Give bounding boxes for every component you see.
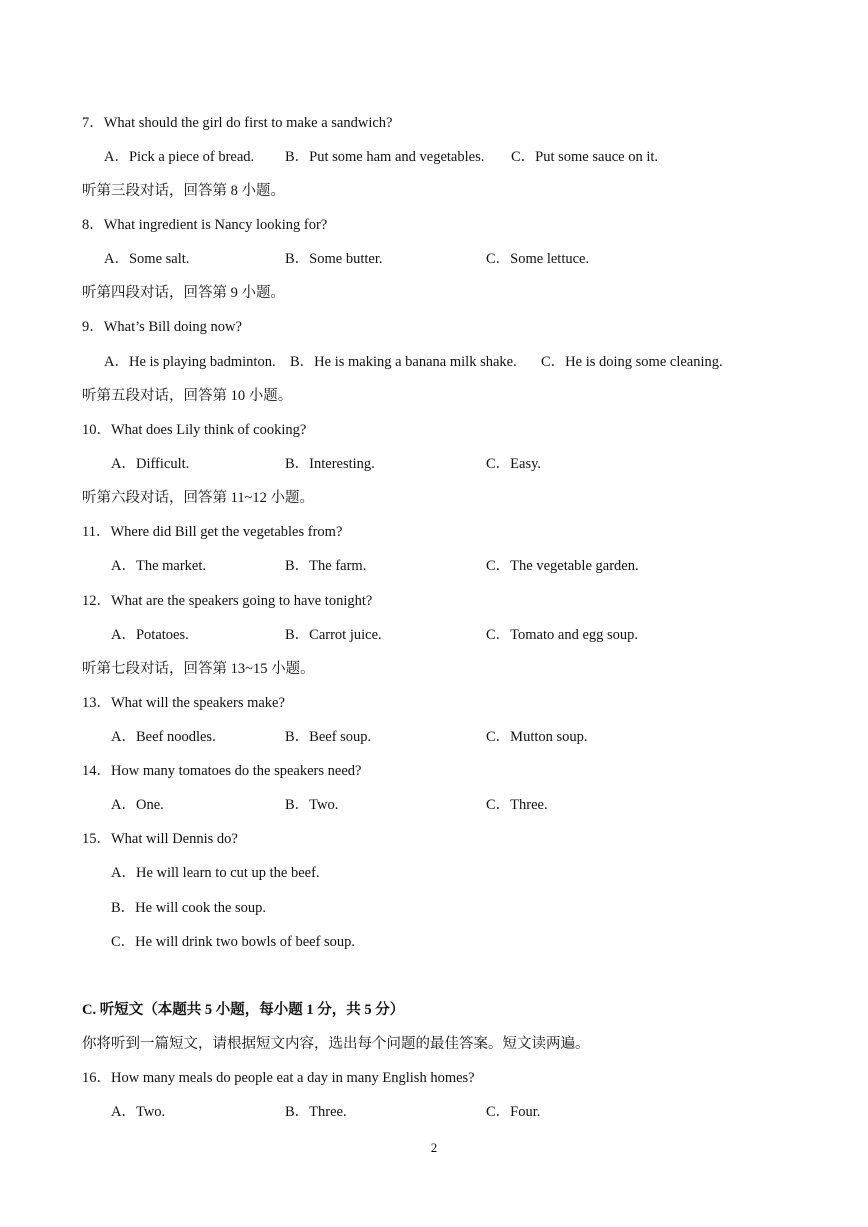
question-9: 9．What’s Bill doing now?	[82, 319, 242, 335]
option-8a: A．Some salt.	[104, 251, 190, 267]
option-15b: B．He will cook the soup.	[111, 900, 267, 916]
option-7c: C．Put some sauce on it.	[511, 149, 659, 165]
instruction-dialogue-7: 听第七段对话，回答第 13~15 小题。	[82, 661, 315, 677]
option-7b: B．Put some ham and vegetables.	[285, 149, 485, 165]
option-13b: B．Beef soup.	[285, 729, 372, 745]
option-9a: A．He is playing badminton.	[104, 354, 276, 370]
option-8b: B．Some butter.	[285, 251, 383, 267]
option-10a: A．Difficult.	[111, 456, 190, 472]
option-7a: A．Pick a piece of bread.	[104, 149, 255, 165]
question-7: 7．What should the girl do first to make a sandwich?	[82, 115, 393, 131]
option-12a: A．Potatoes.	[111, 627, 189, 643]
instruction-passage: 你将听到一篇短文，请根据短文内容，选出每个问题的最佳答案。短文读两遍。	[82, 1036, 590, 1052]
question-11: 11．Where did Bill get the vegetables from?	[82, 524, 343, 540]
question-16: 16．How many meals do people eat a day in many English homes?	[82, 1070, 475, 1086]
option-14b: B．Two.	[285, 797, 339, 813]
option-14c: C．Three.	[486, 797, 548, 813]
question-13: 13．What will the speakers make?	[82, 695, 285, 711]
option-13a: A．Beef noodles.	[111, 729, 216, 745]
question-12: 12．What are the speakers going to have tonight?	[82, 593, 373, 609]
option-15a: A．He will learn to cut up the beef.	[111, 865, 320, 881]
option-9c: C．He is doing some cleaning.	[541, 354, 723, 370]
section-c-title: C. 听短文（本题共 5 小题，每小题 1 分，共 5 分）	[82, 1002, 405, 1018]
option-11a: A．The market.	[111, 558, 207, 574]
page-number: 2	[430, 1140, 438, 1155]
option-14a: A．One.	[111, 797, 164, 813]
instruction-dialogue-6: 听第六段对话，回答第 11~12 小题。	[82, 490, 315, 506]
option-9b: B．He is making a banana milk shake.	[290, 354, 517, 370]
question-8: 8．What ingredient is Nancy looking for?	[82, 217, 328, 233]
option-13c: C．Mutton soup.	[486, 729, 588, 745]
option-12b: B．Carrot juice.	[285, 627, 382, 643]
instruction-dialogue-4: 听第四段对话，回答第 9 小题。	[82, 285, 285, 301]
question-15: 15．What will Dennis do?	[82, 831, 238, 847]
option-11b: B．The farm.	[285, 558, 367, 574]
option-15c: C．He will drink two bowls of beef soup.	[111, 934, 356, 950]
instruction-dialogue-3: 听第三段对话，回答第 8 小题。	[82, 183, 285, 199]
option-16a: A．Two.	[111, 1104, 166, 1120]
option-10b: B．Interesting.	[285, 456, 375, 472]
option-10c: C．Easy.	[486, 456, 542, 472]
option-11c: C．The vegetable garden.	[486, 558, 639, 574]
option-16b: B．Three.	[285, 1104, 347, 1120]
instruction-dialogue-5: 听第五段对话，回答第 10 小题。	[82, 388, 293, 404]
option-12c: C．Tomato and egg soup.	[486, 627, 639, 643]
question-10: 10．What does Lily think of cooking?	[82, 422, 307, 438]
option-16c: C．Four.	[486, 1104, 541, 1120]
question-14: 14．How many tomatoes do the speakers need?	[82, 763, 362, 779]
option-8c: C．Some lettuce.	[486, 251, 590, 267]
